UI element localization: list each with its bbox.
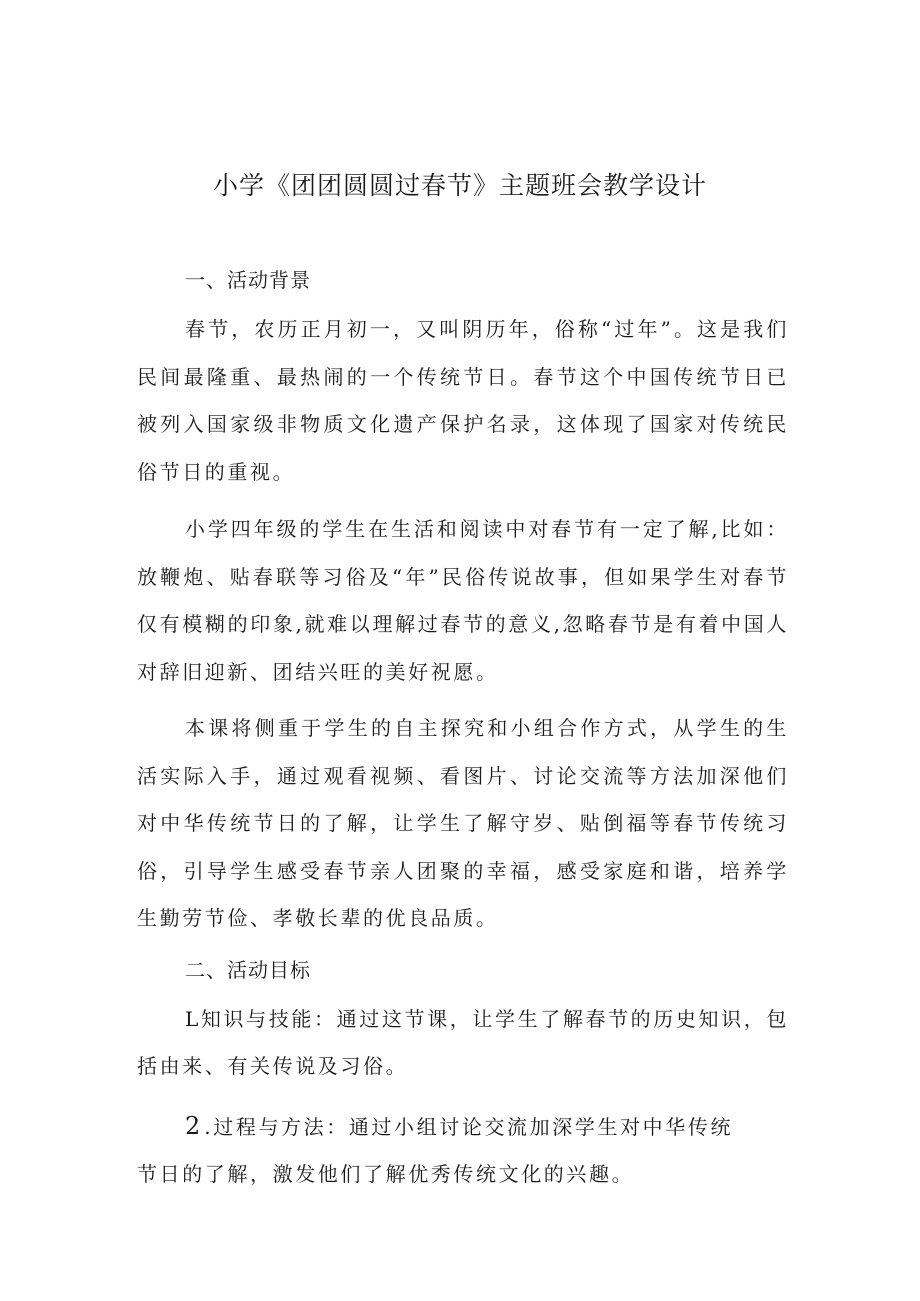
objective-knowledge-skills: L知识与技能：通过这节课，让学生了解春节的历史知识，包括由来、有关传说及习俗。 <box>137 1006 789 1078</box>
paragraph-spring-festival-intro: 春节，农历正月初一，又叫阴历年，俗称“过年”。这是我们民间最隆重、最热闹的一个传统节日。春节这个中国传统节日已被列入国家级非物质文化遗产保护名录，这体现了国家对传统民俗节日的重视。 <box>137 317 789 484</box>
document-body <box>137 262 789 1199</box>
objective-process-methods-line2: 节日的了解，激发他们了解优秀传统文化的兴趣。 <box>137 1162 635 1186</box>
section-heading-background: 一、活动背景 <box>185 268 311 292</box>
paragraph-student-understanding: 小学四年级的学生在生活和阅读中对春节有一定了解,比如：放鞭炮、贴春联等习俗及“年”民俗传说故事，但如果学生对春节仅有模糊的印象,就难以理解过春节的意义,忽略春节是有着中国人对辞旧迎新、团结兴旺的美好祝愿。 <box>137 517 789 684</box>
objective-process-methods <box>137 1103 789 1152</box>
section-heading-objectives: 二、活动目标 <box>185 957 311 982</box>
paragraph-lesson-approach: 本课将侧重于学生的自主探究和小组合作方式，从学生的生活实际入手，通过观看视频、看图片、讨论交流等方法加深他们对中华传统节日的了解，让学生了解守岁、贴倒福等春节传统习俗，引导学生感受春节亲人团聚的幸福，感受家庭和谐，培养学生勤劳节俭、孝敬长辈的优良品质。 <box>137 716 789 930</box>
objective-number: 2 <box>185 1111 205 1140</box>
document-title: 小学《团团圆圆过春节》主题班会教学设计 <box>212 171 707 200</box>
objective-process-methods-line1: .过程与方法：通过小组讨论交流加深学生对中华传统 <box>204 1114 734 1139</box>
